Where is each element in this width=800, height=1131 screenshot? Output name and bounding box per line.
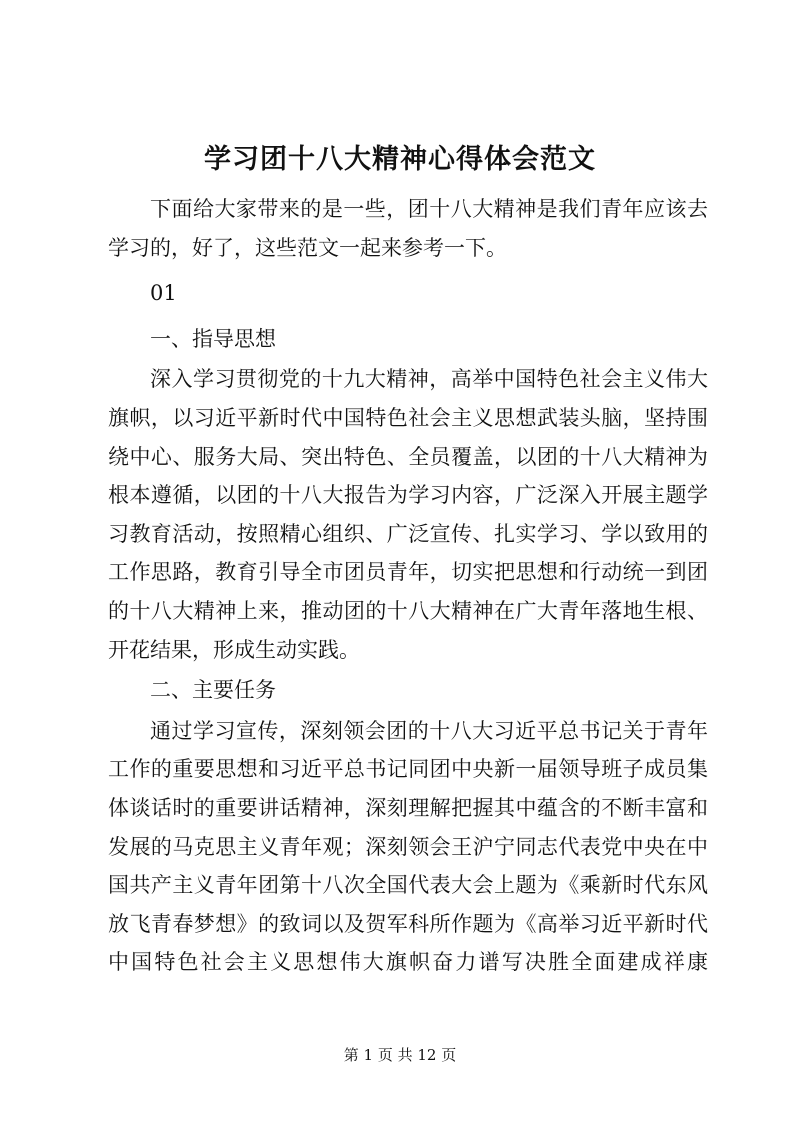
intro-paragraph: 下面给大家带来的是一些，团十八大精神是我们青年应该去学习的，好了，这些范文一起来参考一下。: [108, 197, 708, 260]
section-number: 01: [150, 281, 177, 306]
document-title: 学习团十八大精神心得体会范文: [204, 144, 596, 175]
heading-main-tasks: 二、主要任务: [150, 678, 276, 703]
paragraph-guiding-thought: 深入学习贯彻党的十九大精神，高举中国特色社会主义伟大旗帜，以习近平新时代中国特色社会主义思想武装头脑，坚持围绕中心、服务大局、突出特色、全员覆盖，以团的十八大精神为根本遵循，以团的十八大报告为学习内容，广泛深入开展主题学习教育活动，按照精心组织、广泛宣传、扎实学习、学以致用的工作思路，教育引导全市团员青年，切实把思想和行动统一到团的十八大精神上来，推动团的十八大精神在广大青年落地生根、开花结果，形成生动实践。: [108, 367, 708, 662]
heading-guiding-thought: 一、指导思想: [150, 326, 276, 351]
paragraph-main-tasks: 通过学习宣传，深刻领会团的十八大习近平总书记关于青年工作的重要思想和习近平总书记同团中央新一届领导班子成员集体谈话时的重要讲话精神，深刻理解把握其中蕴含的不断丰富和发展的马克思主义青年观；深刻领会王沪宁同志代表党中央在中国共产主义青年团第十八次全国代表大会上题为《乘新时代东风放飞青春梦想》的致词以及贺军科所作题为《高举习近平新时代中国特色社会主义思想伟大旗帜奋力谱写决胜全面建成祥康: [108, 718, 708, 975]
document-body: [108, 190, 708, 982]
page-footer: 第 1 页 共 12 页: [343, 1046, 457, 1064]
